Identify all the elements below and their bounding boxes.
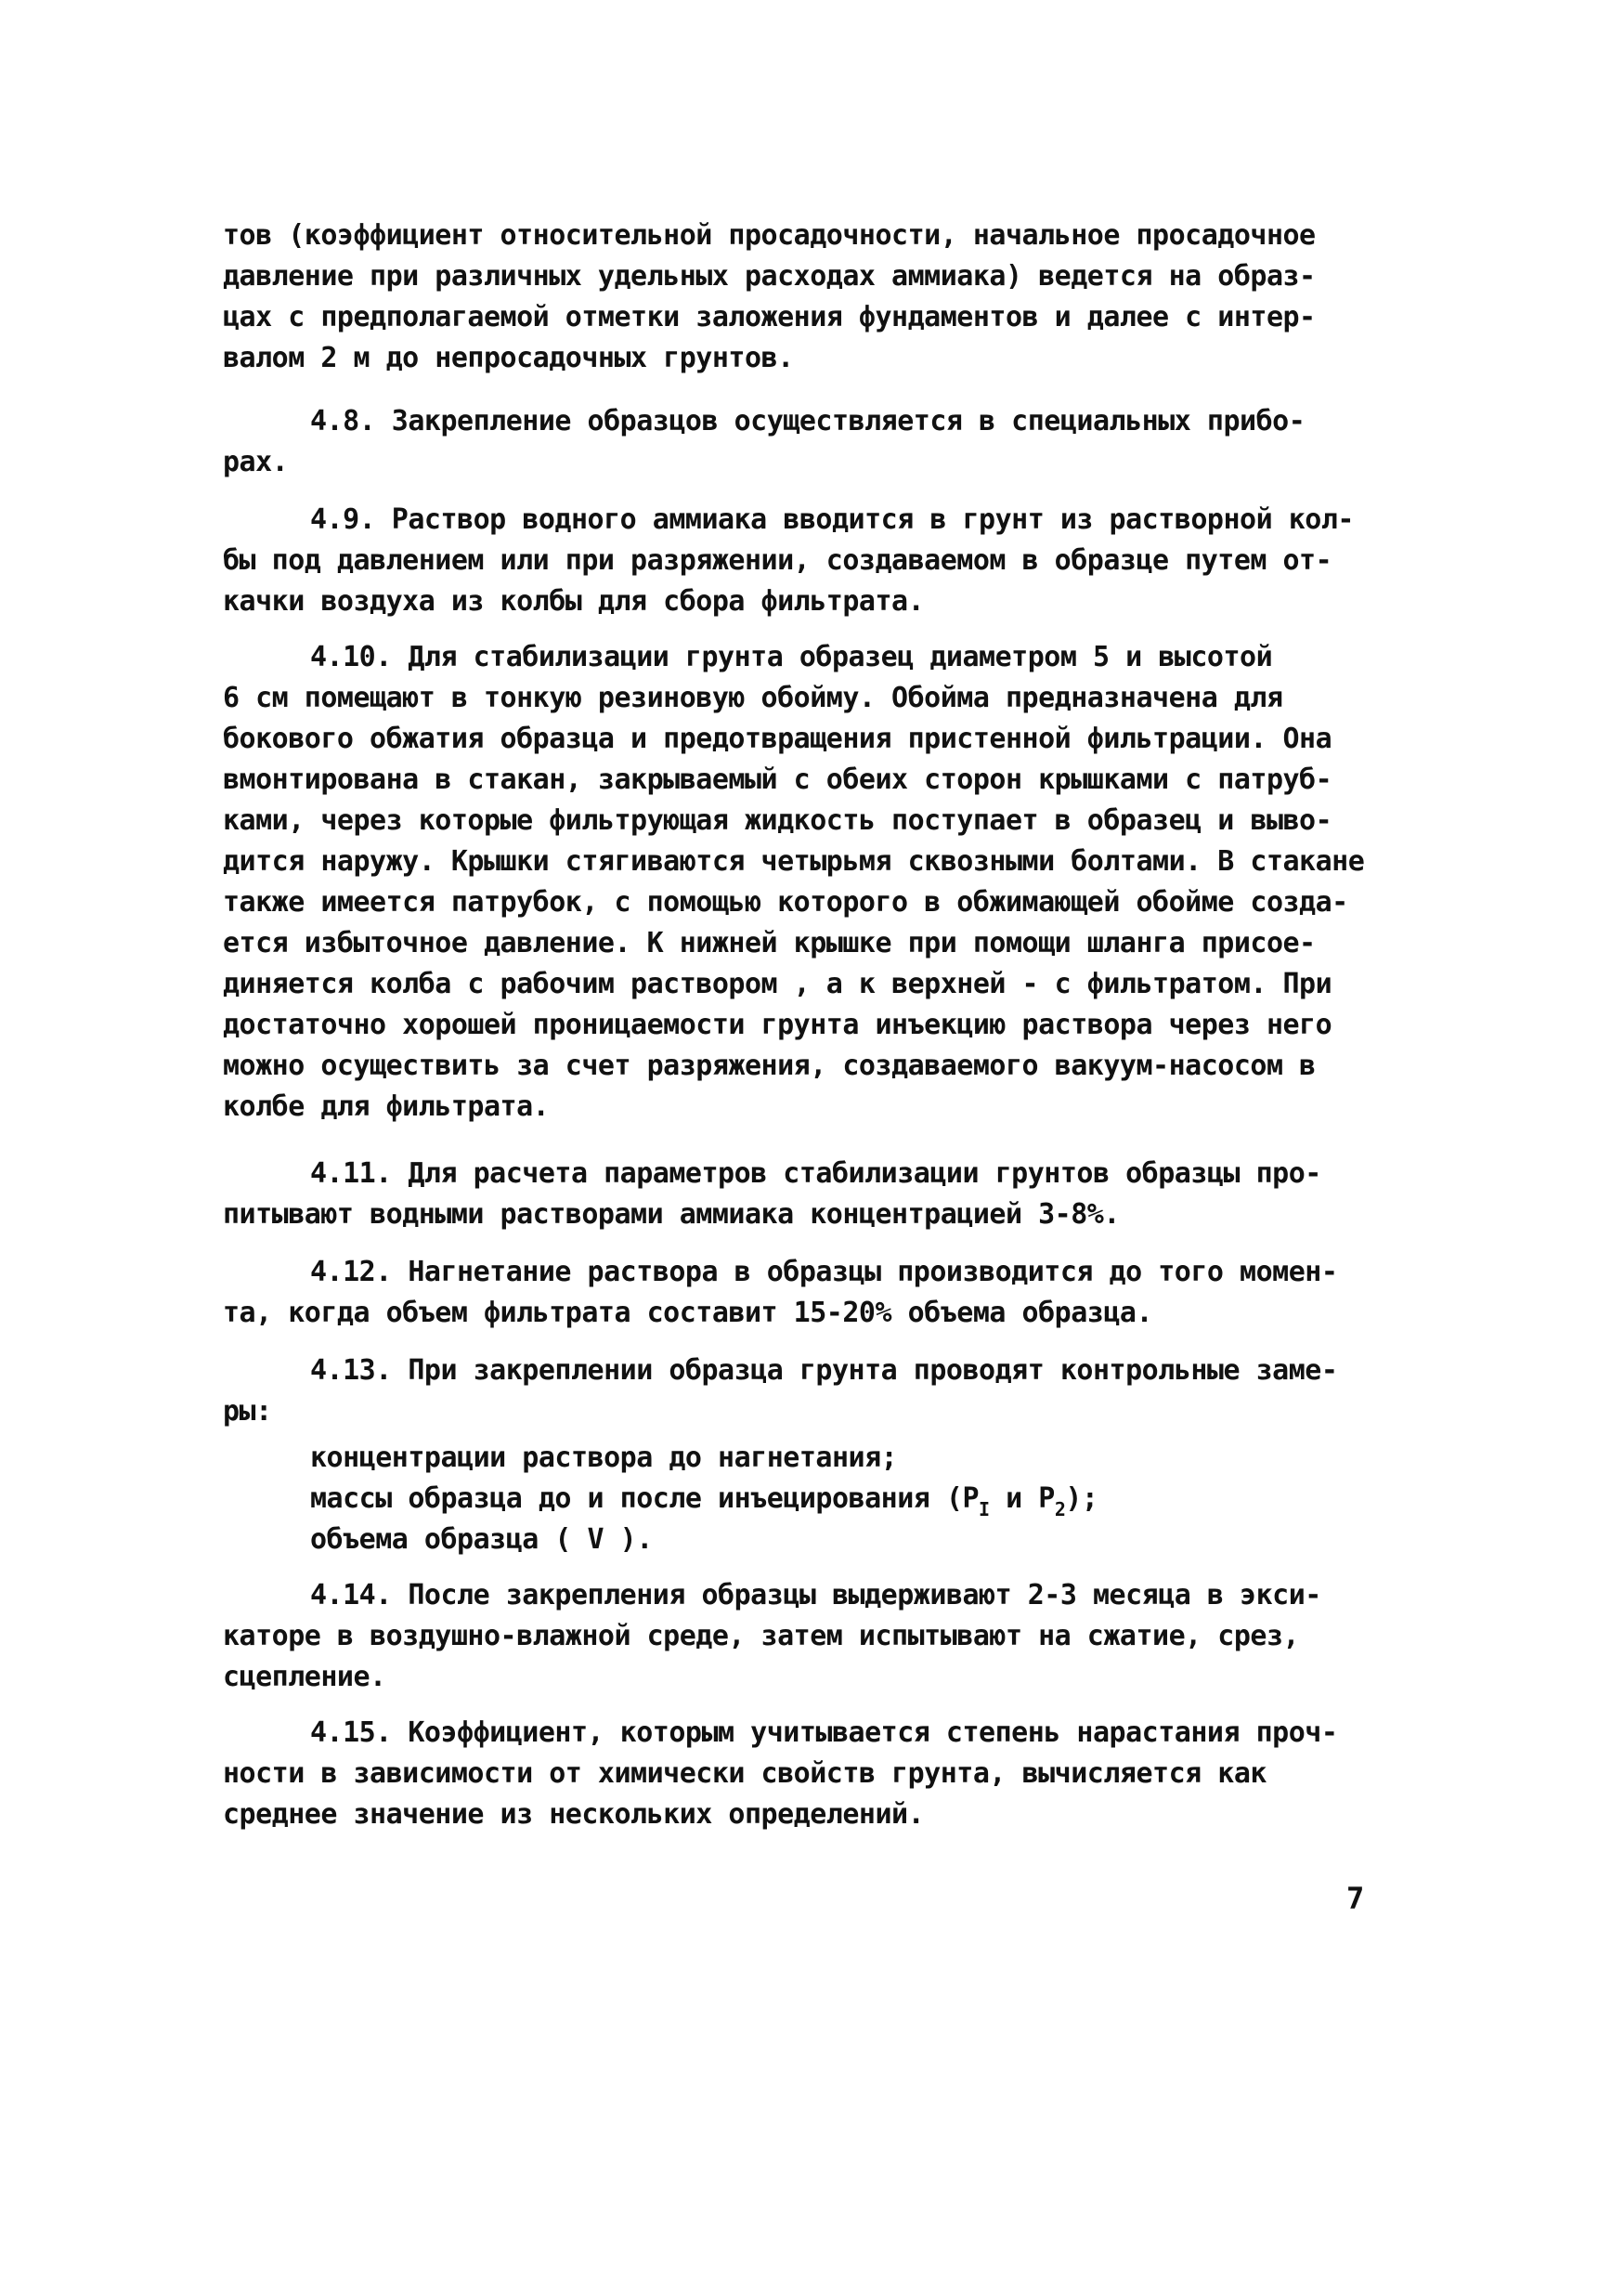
list-item bbox=[223, 1479, 1430, 1520]
text-line: достаточно хорошей проницаемости грунта инъекцию раствора через него bbox=[223, 1009, 1332, 1041]
text-line: бокового обжатия образца и предотвращения пристенной фильтрации. Она bbox=[223, 723, 1332, 755]
text-line: сцепление. bbox=[223, 1661, 386, 1693]
text-line: дится наружу. Крышки стягиваются четырьмя сквозными болтами. В стакане bbox=[223, 845, 1365, 878]
paragraph-4-9 bbox=[223, 500, 1430, 622]
paragraph-4-12 bbox=[223, 1252, 1430, 1334]
text-line: 6 см помещают в тонкую резиновую обойму. Обойма предназначена для bbox=[223, 682, 1283, 714]
mass-item-prefix: массы образца до и после инъецирования (P bbox=[310, 1482, 980, 1515]
text-line: ности в зависимости от химически свойств грунта, вычисляется как bbox=[223, 1757, 1267, 1790]
text-line: 4.14. После закрепления образцы выдерживают 2-3 месяца в экси- bbox=[310, 1579, 1321, 1611]
text-line: бы под давлением или при разряжении, создаваемом в образце путем от- bbox=[223, 544, 1332, 577]
text-line: питывают водными растворами аммиака концентрацией 3-8%. bbox=[223, 1198, 1120, 1231]
text-line: тов (коэффициент относительной просадочности, начальное просадочное bbox=[223, 219, 1316, 252]
text-line: можно осуществить за счет разряжения, создаваемого вакуум-насосом в bbox=[223, 1050, 1316, 1082]
text-line: ется избыточное давление. К нижней крышке при помощи шланга присое- bbox=[223, 927, 1316, 959]
paragraph-intro bbox=[223, 215, 1430, 379]
paragraph-4-11 bbox=[223, 1154, 1430, 1235]
text-line: 4.13. При закреплении образца грунта проводят контрольные заме- bbox=[310, 1354, 1338, 1387]
text-line: колбе для фильтрата. bbox=[223, 1090, 550, 1123]
mass-item-middle: и P bbox=[989, 1482, 1055, 1515]
text-line: давление при различных удельных расходах аммиака) ведется на образ- bbox=[223, 260, 1316, 293]
text-line: 4.12. Нагнетание раствора в образцы производится до того момен- bbox=[310, 1256, 1338, 1288]
measurement-list bbox=[223, 1438, 1430, 1560]
text-line: диняется колба с рабочим раствором , а к верхней - с фильтратом. При bbox=[223, 968, 1332, 1000]
text-line: 4.9. Раствор водного аммиака вводится в грунт из растворной кол- bbox=[310, 503, 1354, 536]
paragraph-4-10 bbox=[223, 637, 1430, 1128]
list-item: концентрации раствора до нагнетания; bbox=[310, 1442, 898, 1474]
page-number: 7 bbox=[1346, 1881, 1364, 1916]
text-line: рах. bbox=[223, 446, 289, 478]
paragraph-4-13 bbox=[223, 1350, 1430, 1432]
paragraph-4-14 bbox=[223, 1575, 1430, 1698]
text-line: ками, через которые фильтрующая жидкость поступает в образец и выво- bbox=[223, 804, 1332, 837]
text-line: та, когда объем фильтрата составит 15-20% объема образца. bbox=[223, 1297, 1153, 1329]
mass-item-suffix: ); bbox=[1065, 1482, 1098, 1515]
paragraph-4-15 bbox=[223, 1713, 1430, 1835]
text-line: вмонтирована в стакан, закрываемый с обеих сторон крышками с патруб- bbox=[223, 763, 1332, 796]
text-line: цах с предполагаемой отметки заложения фундаментов и далее с интер- bbox=[223, 301, 1316, 333]
text-line: 4.10. Для стабилизации грунта образец диаметром 5 и высотой bbox=[310, 641, 1273, 673]
paragraph-4-8 bbox=[223, 401, 1430, 483]
text-line: каторе в воздушно-влажной среде, затем испытывают на сжатие, срез, bbox=[223, 1620, 1300, 1652]
list-item: объема образца ( V ). bbox=[310, 1523, 653, 1556]
text-line: среднее значение из нескольких определений. bbox=[223, 1798, 925, 1831]
text-line: 4.15. Коэффициент, которым учитывается степень нарастания проч- bbox=[310, 1716, 1338, 1749]
subscript-2: 2 bbox=[1054, 1498, 1066, 1520]
text-line: качки воздуха из колбы для сбора фильтрата. bbox=[223, 585, 925, 618]
subscript-1: I bbox=[979, 1498, 990, 1520]
text-line: 4.8. Закрепление образцов осуществляется в специальных прибо- bbox=[310, 405, 1306, 437]
text-line: также имеется патрубок, с помощью которого в обжимающей обойме созда- bbox=[223, 886, 1348, 919]
text-line: ры: bbox=[223, 1395, 272, 1428]
text-line: валом 2 м до непросадочных грунтов. bbox=[223, 342, 794, 374]
text-line: 4.11. Для расчета параметров стабилизации грунтов образцы про- bbox=[310, 1157, 1321, 1190]
